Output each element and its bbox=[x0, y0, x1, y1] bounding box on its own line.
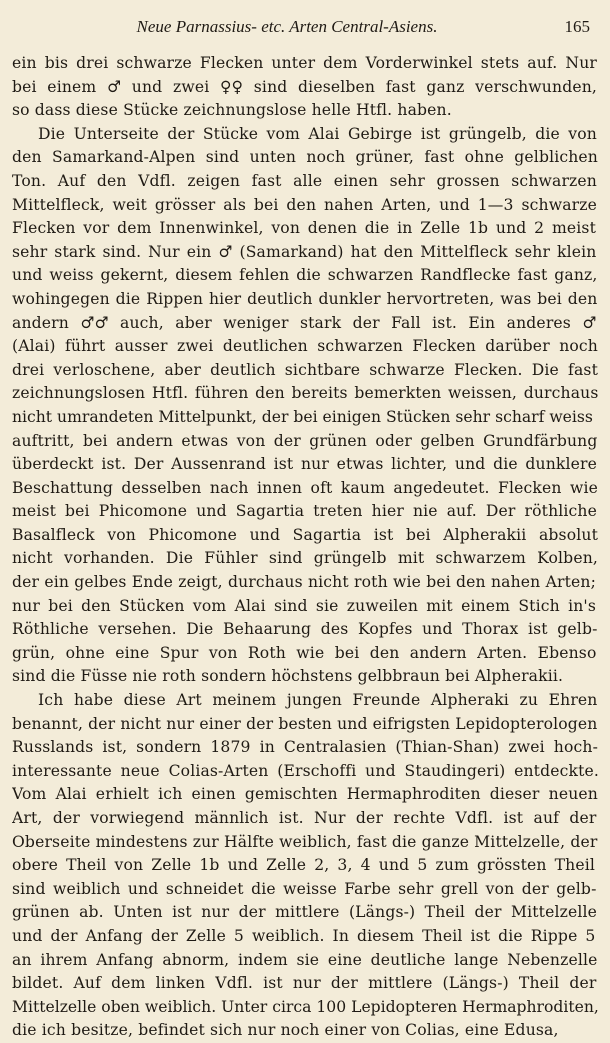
text-line: obere Theil von Zelle 1b und Zelle 2, 3, 4 und 5 zum grössten Theil bbox=[12, 856, 595, 875]
text-line: überdeckt ist. Der Aussenrand ist nur etwas lichter, und die dunklere bbox=[12, 455, 597, 474]
text-line: grün, ohne eine Spur von Roth wie bei den andern Arten. Ebenso bbox=[12, 643, 597, 662]
text-line: andern ♂♂ auch, aber weniger stark der Fall ist. Ein anderes ♂ bbox=[12, 313, 597, 332]
running-title: Neue Parnassius- etc. Arten Central-Asiens. bbox=[136, 17, 438, 36]
text-line: Mittelfleck, weit grösser als bei den nahen Arten, und 1—3 schwarze bbox=[12, 195, 597, 214]
text-line: sehr stark sind. Nur ein ♂ (Samarkand) hat den Mittelfleck sehr klein bbox=[12, 242, 597, 261]
page-number: 165 bbox=[564, 17, 590, 36]
text-line: der ein gelbes Ende zeigt, durchaus nicht roth wie bei den nahen Arten; bbox=[12, 573, 596, 592]
page-header bbox=[12, 14, 602, 40]
text-line: nicht umrandeten Mittelpunkt, der bei einigen Stücken sehr scharf weiss bbox=[12, 407, 593, 426]
text-line: Oberseite mindestens zur Hälfte weiblich, fast die ganze Mittelzelle, der bbox=[12, 832, 598, 851]
text-line: bei einem ♂ und zwei ♀♀ sind dieselben fast ganz verschwunden, bbox=[12, 77, 597, 96]
text-line: nur bei den Stücken vom Alai sind sie zuweilen mit einem Stich in's bbox=[12, 596, 596, 615]
text-line: sind weiblich und schneidet die weisse Farbe sehr grell von der gelb- bbox=[12, 879, 597, 898]
text-line: auftritt, bei andern etwas von der grünen oder gelben Grundfärbung bbox=[12, 431, 598, 450]
text-line: bildet. Auf dem linken Vdfl. ist nur der mittlere (Längs-) Theil der bbox=[12, 974, 597, 993]
text-line: Art, der vorwiegend männlich ist. Nur der rechte Vdfl. ist auf der bbox=[12, 809, 597, 827]
text-line: Russlands ist, sondern 1879 in Centralasien (Thian-Shan) zwei hoch- bbox=[12, 738, 598, 757]
text-line: und weiss gekernt, diesem fehlen die schwarzen Randflecke fast ganz, bbox=[12, 266, 598, 285]
text-line: drei verloschene, aber deutlich sichtbare schwarze Flecken. Die fast bbox=[12, 360, 598, 379]
text-line: den Samarkand-Alpen sind unten noch grüner, fast ohne gelblichen bbox=[12, 148, 598, 167]
text-line: Ich habe diese Art meinem jungen Freunde Alpheraki zu Ehren bbox=[38, 691, 598, 710]
text-line: die ich besitze, befindet sich nur noch einer von Colias, eine Edusa, bbox=[12, 1021, 559, 1040]
text-line: Die Unterseite der Stücke vom Alai Gebirge ist grüngelb, die von bbox=[38, 124, 597, 143]
text-line: interessante neue Colias-Arten (Erschoffi und Staudingeri) entdeckte. bbox=[12, 761, 599, 780]
text-line: zeichnungslosen Htfl. führen den bereits bemerkten weissen, durchaus bbox=[12, 384, 599, 403]
text-line: und der Anfang der Zelle 5 weiblich. In diesem Theil ist die Rippe 5 bbox=[12, 926, 596, 945]
text-line: ein bis drei schwarze Flecken unter dem Vorderwinkel stets auf. Nur bbox=[12, 54, 597, 72]
text-line: Basalfleck von Phicomone und Sagartia ist bei Alpherakii absolut bbox=[12, 525, 598, 544]
text-line: Röthliche versehen. Die Behaarung des Kopfes und Thorax ist gelb- bbox=[12, 620, 598, 639]
text-line: nicht vorhanden. Die Fühler sind grüngelb mit schwarzem Kolben, bbox=[12, 549, 598, 568]
text-line: Vom Alai erhielt ich einen gemischten Hermaphroditen dieser neuen bbox=[12, 785, 598, 804]
text-line: Flecken vor dem Innenwinkel, von denen die in Zelle 1b und 2 meist bbox=[12, 219, 596, 238]
text-line: Mittelzelle oben weiblich. Unter circa 100 Lepidopteren Hermaphroditen, bbox=[12, 997, 599, 1016]
text-line: (Alai) führt ausser zwei deutlichen schwarzen Flecken darüber noch bbox=[12, 337, 598, 356]
text-line: so dass diese Stücke zeichnungslose helle Htfl. haben. bbox=[12, 101, 452, 120]
text-line: Ton. Auf den Vdfl. zeigen fast alle einen sehr grossen schwarzen bbox=[12, 171, 597, 190]
text-line: Beschattung desselben nach innen oft kaum angedeutet. Flecken wie bbox=[12, 478, 598, 497]
text-line: benannt, der nicht nur einer der besten und eifrigsten Lepidopterologen bbox=[12, 714, 598, 733]
text-line: meist bei Phicomone und Sagartia treten hier nie auf. Der röthliche bbox=[12, 502, 597, 521]
text-line: grünen ab. Unten ist nur der mittlere (Längs-) Theil der Mittelzelle bbox=[12, 903, 597, 922]
body-text bbox=[12, 52, 602, 1043]
text-line: sind die Füsse nie roth sondern höchstens gelbbraun bei Alpherakii. bbox=[12, 667, 564, 686]
text-line: wohingegen die Rippen hier deutlich dunkler hervortreten, was bei den bbox=[12, 289, 598, 308]
text-line: an ihrem Anfang abnorm, indem sie eine deutliche lange Nebenzelle bbox=[12, 950, 598, 969]
